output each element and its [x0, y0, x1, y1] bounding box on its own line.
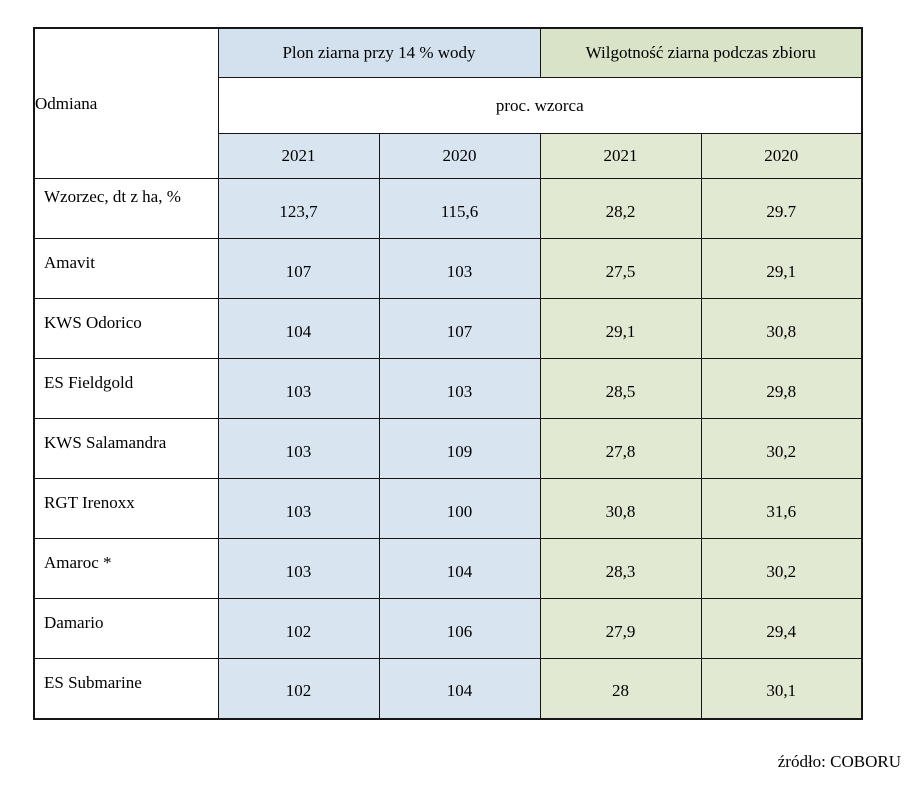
year-header-yield-2020: 2020	[379, 134, 540, 179]
row-label: KWS Odorico	[34, 299, 218, 359]
reference-row	[34, 179, 862, 239]
row-label: Amaroc *	[34, 539, 218, 599]
group-header-yield: Plon ziarna przy 14 % wody	[218, 28, 540, 78]
cell-value: 107	[218, 239, 379, 299]
table-row	[34, 599, 862, 659]
row-label: KWS Salamandra	[34, 419, 218, 479]
cell-value: 103	[218, 479, 379, 539]
cell-value: 27,9	[540, 599, 701, 659]
cell-value: 123,7	[218, 179, 379, 239]
column-header-odmiana: Odmiana	[34, 28, 218, 179]
results-table	[33, 27, 863, 720]
cell-value: 29.7	[701, 179, 862, 239]
cell-value: 29,1	[540, 299, 701, 359]
year-header-yield-2021: 2021	[218, 134, 379, 179]
table-row	[34, 479, 862, 539]
cell-value: 104	[379, 659, 540, 719]
cell-value: 103	[218, 359, 379, 419]
cell-value: 31,6	[701, 479, 862, 539]
cell-value: 30,8	[701, 299, 862, 359]
table-row	[34, 419, 862, 479]
row-label: Amavit	[34, 239, 218, 299]
cell-value: 102	[218, 599, 379, 659]
table-row	[34, 539, 862, 599]
row-label: Wzorzec, dt z ha, %	[34, 179, 218, 239]
cell-value: 28,5	[540, 359, 701, 419]
cell-value: 30,2	[701, 539, 862, 599]
row-label: ES Submarine	[34, 659, 218, 719]
cell-value: 30,8	[540, 479, 701, 539]
table-row	[34, 299, 862, 359]
cell-value: 30,2	[701, 419, 862, 479]
cell-value: 29,8	[701, 359, 862, 419]
year-header-moisture-2021: 2021	[540, 134, 701, 179]
cell-value: 103	[379, 239, 540, 299]
cell-value: 106	[379, 599, 540, 659]
subheader-proc-wzorca: proc. wzorca	[218, 78, 862, 134]
cell-value: 107	[379, 299, 540, 359]
cell-value: 104	[379, 539, 540, 599]
cell-value: 104	[218, 299, 379, 359]
table-row	[34, 359, 862, 419]
cell-value: 109	[379, 419, 540, 479]
table-row	[34, 659, 862, 719]
row-label: RGT Irenoxx	[34, 479, 218, 539]
cell-value: 102	[218, 659, 379, 719]
cell-value: 103	[218, 539, 379, 599]
cell-value: 29,4	[701, 599, 862, 659]
cell-value: 115,6	[379, 179, 540, 239]
table-row	[34, 239, 862, 299]
row-label: Damario	[34, 599, 218, 659]
source-note: źródło: COBORU	[777, 752, 901, 771]
cell-value: 103	[379, 359, 540, 419]
cell-value: 30,1	[701, 659, 862, 719]
cell-value: 103	[218, 419, 379, 479]
cell-value: 28	[540, 659, 701, 719]
cell-value: 27,5	[540, 239, 701, 299]
cell-value: 27,8	[540, 419, 701, 479]
cell-value: 29,1	[701, 239, 862, 299]
cell-value: 100	[379, 479, 540, 539]
row-label: ES Fieldgold	[34, 359, 218, 419]
group-header-moisture: Wilgotność ziarna podczas zbioru	[540, 28, 862, 78]
cell-value: 28,3	[540, 539, 701, 599]
cell-value: 28,2	[540, 179, 701, 239]
year-header-moisture-2020: 2020	[701, 134, 862, 179]
